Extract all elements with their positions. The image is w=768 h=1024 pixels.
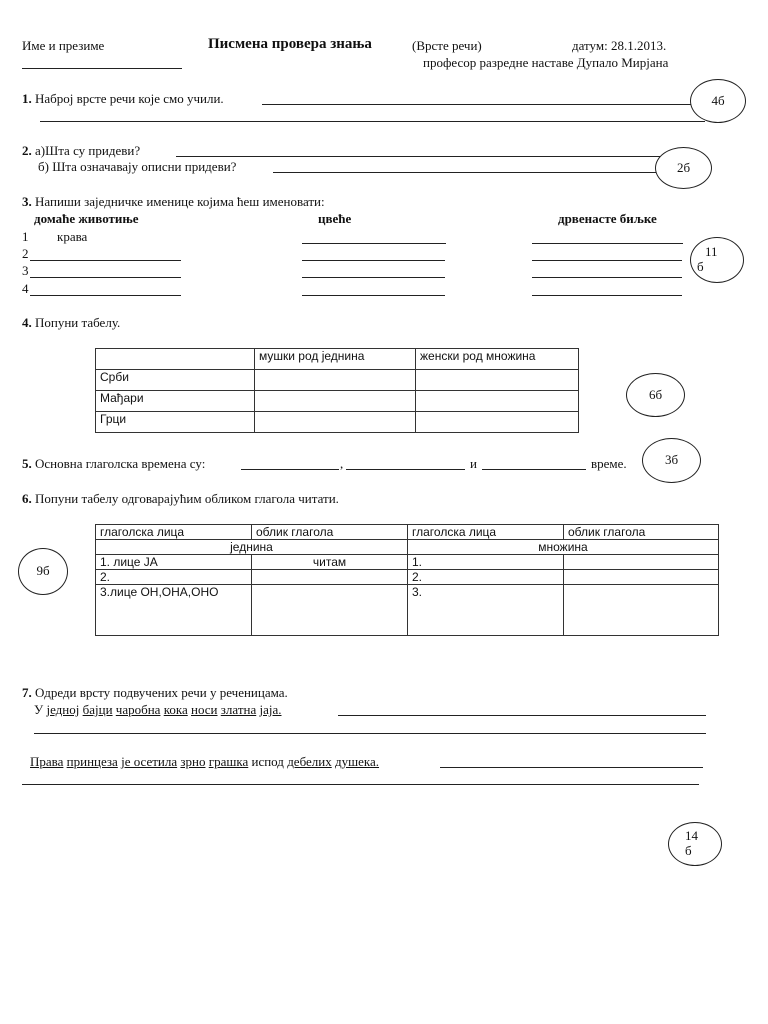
q7-word: У	[34, 702, 44, 717]
q6-text: 6. Попуни табелу одговарајућим обликом глагола читати.	[22, 491, 339, 506]
q7-underlined-word: бајци	[82, 702, 113, 717]
q4-text: 4. Попуни табелу.	[22, 315, 121, 330]
page-subtitle: (Врсте речи)	[412, 38, 482, 53]
q4-table	[95, 348, 579, 433]
q3-example-word: крава	[57, 229, 88, 244]
q6-plural-header: множина	[408, 540, 719, 555]
q3-answer-line[interactable]	[302, 243, 446, 244]
name-label: Име и презиме	[22, 38, 105, 53]
q4-answer-cell[interactable]	[416, 370, 579, 391]
q7-underlined-word: чаробна	[115, 702, 161, 717]
q2-text-a: 2. а)Шта су придеви?	[22, 143, 141, 158]
q2b-answer-line[interactable]	[273, 172, 663, 173]
q4-row-label: Грци	[96, 412, 255, 433]
q4-answer-cell[interactable]	[255, 391, 416, 412]
q1-points-badge: 4б	[690, 79, 746, 123]
q3-row-number: 3	[22, 263, 29, 278]
q5-answer-line-3[interactable]	[482, 469, 586, 470]
q7-underlined-word: једној	[46, 702, 80, 717]
q7-answer-line[interactable]	[338, 715, 706, 716]
q7-underlined-word: је осетила	[121, 754, 178, 769]
q6-person-label: 2.	[408, 570, 564, 585]
q6-header-form: облик глагола	[252, 525, 408, 540]
q3-text: 3. Напиши заједничке именице којима ћеш именовати:	[22, 194, 325, 209]
q7-text: 7. Одреди врсту подвучених речи у реченицама.	[22, 685, 288, 700]
q7-underlined-word: дебелих	[287, 754, 332, 769]
q6-person-label: 3.лице ОН,ОНА,ОНО	[96, 585, 252, 636]
q7-underlined-word: зрно	[180, 754, 206, 769]
q4-answer-cell[interactable]	[255, 370, 416, 391]
q6-person-label: 2.	[96, 570, 252, 585]
q2-points-badge: 2б	[655, 147, 712, 189]
q7-word: испод	[251, 754, 284, 769]
q5-end-word: време.	[591, 456, 627, 471]
q3-answer-line[interactable]	[302, 260, 445, 261]
q1-text: 1. Наброј врсте речи које смо учили.	[22, 91, 224, 106]
q5-text: 5. Основна глаголска времена су:	[22, 456, 206, 471]
q7-points-unit: б	[685, 843, 692, 858]
q7-underlined-word: принцеза	[66, 754, 118, 769]
q6-answer-cell[interactable]	[564, 555, 719, 570]
q3-row-number: 4	[22, 281, 29, 296]
q7-answer-line[interactable]	[34, 733, 706, 734]
q3-answer-line[interactable]	[532, 243, 683, 244]
q6-verb-form: читам	[252, 555, 408, 570]
q1-answer-line-2[interactable]	[40, 121, 705, 122]
teacher-label: професор разредне наставе Дупало Мирјана	[423, 55, 669, 70]
q7-underlined-word: јаја.	[259, 702, 282, 717]
q3-header-woody-plants: дрвенасте биљке	[558, 211, 657, 226]
q7-underlined-word: носи	[191, 702, 218, 717]
q3-answer-line[interactable]	[532, 260, 682, 261]
q6-answer-cell[interactable]	[564, 585, 719, 636]
q3-answer-line[interactable]	[302, 277, 445, 278]
q6-points-badge: 9б	[18, 548, 68, 595]
q7-answer-line[interactable]	[440, 767, 703, 768]
q6-answer-cell[interactable]	[252, 570, 408, 585]
q3-header-flowers: цвеће	[318, 211, 352, 226]
q3-row-number: 2	[22, 246, 29, 261]
q4-row-label: Срби	[96, 370, 255, 391]
q3-answer-line[interactable]	[302, 295, 445, 296]
q2a-answer-line[interactable]	[176, 156, 666, 157]
q3-answer-line[interactable]	[30, 260, 181, 261]
q6-answer-cell[interactable]	[564, 570, 719, 585]
q6-header-person: глаголска лица	[96, 525, 252, 540]
q7-underlined-word: кока	[163, 702, 188, 717]
q4-answer-cell[interactable]	[416, 412, 579, 433]
q3-answer-line[interactable]	[532, 277, 682, 278]
q6-person-label: 3.	[408, 585, 564, 636]
q3-header-animals: домаће животиње	[34, 211, 139, 226]
q5-answer-line-2[interactable]	[346, 469, 465, 470]
q4-header-masc-sing: мушки род једнина	[255, 349, 416, 370]
q3-answer-line[interactable]	[30, 277, 181, 278]
q5-points-badge: 3б	[642, 438, 701, 483]
q7-sentence-1	[34, 702, 282, 718]
q4-answer-cell[interactable]	[255, 412, 416, 433]
q5-answer-line-1[interactable]	[241, 469, 339, 470]
q4-header-fem-plural: женски род множина	[416, 349, 579, 370]
q6-person-label: 1. лице JA	[96, 555, 252, 570]
q7-points-badge	[668, 822, 722, 866]
q7-sentence-2	[30, 754, 379, 770]
q7-underlined-word: душека.	[334, 754, 380, 769]
q6-header-person: глаголска лица	[408, 525, 564, 540]
q4-row-label: Мађари	[96, 391, 255, 412]
q4-header-empty	[96, 349, 255, 370]
q3-points-value: 11	[705, 244, 718, 260]
q2-text-b: б) Шта означавају описни придеви?	[38, 159, 237, 174]
q5-separator-and: и	[470, 456, 477, 471]
page-title: Писмена провера знања	[208, 36, 372, 52]
q6-table	[95, 524, 719, 636]
q3-answer-line[interactable]	[30, 295, 181, 296]
q6-singular-header: једнина	[96, 540, 408, 555]
q7-underlined-word: грашка	[208, 754, 249, 769]
q3-points-unit: б	[697, 259, 704, 274]
q3-answer-line[interactable]	[532, 295, 682, 296]
q6-person-label: 1.	[408, 555, 564, 570]
date-label: датум: 28.1.2013.	[572, 38, 667, 53]
q6-header-form: облик глагола	[564, 525, 719, 540]
q7-answer-line[interactable]	[22, 784, 699, 785]
q3-row-number: 1	[22, 229, 29, 244]
q4-points-badge: 6б	[626, 373, 685, 417]
q6-answer-cell[interactable]	[252, 585, 408, 636]
q7-underlined-word: златна	[220, 702, 257, 717]
q4-answer-cell[interactable]	[416, 391, 579, 412]
q7-underlined-word: Права	[30, 754, 64, 769]
q7-points-value: 14	[685, 828, 698, 844]
q3-points-badge	[690, 237, 744, 283]
q1-answer-line-1[interactable]	[262, 104, 694, 105]
name-field-line[interactable]	[22, 68, 182, 69]
q5-separator-comma: ,	[340, 456, 344, 471]
